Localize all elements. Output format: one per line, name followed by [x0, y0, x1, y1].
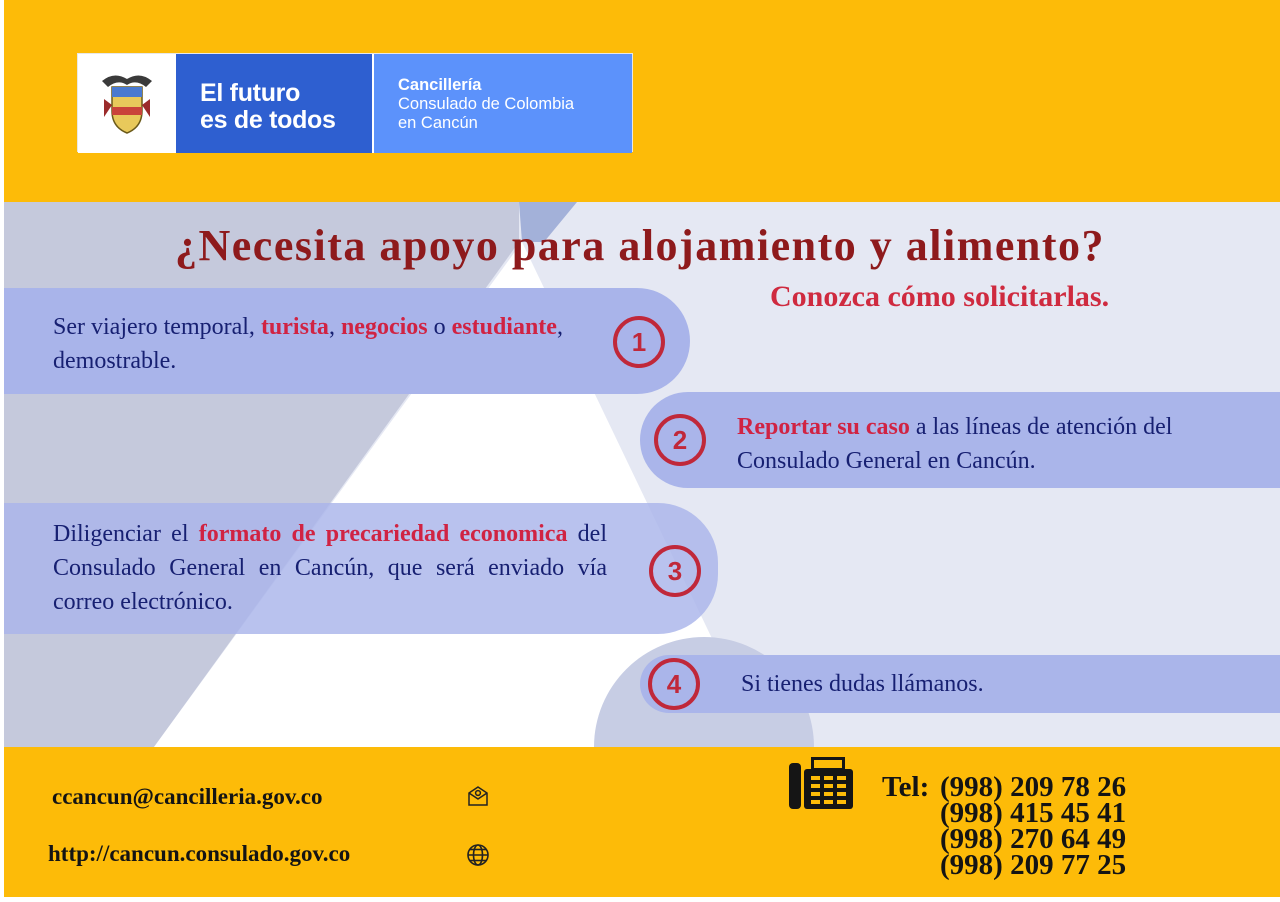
- phone-fax-icon: [789, 757, 853, 814]
- org-block: [372, 54, 632, 153]
- phone-number-4[interactable]: (998) 209 77 25: [940, 849, 1127, 881]
- slogan-line-1: El futuro: [200, 79, 301, 107]
- step-1: [4, 288, 690, 394]
- step-1-highlight-a: turista: [260, 314, 329, 340]
- step-3-text: [53, 517, 607, 619]
- step-2-highlight-a: Reportar su caso: [737, 414, 910, 440]
- step-3-text-a: Diligenciar el: [53, 521, 199, 547]
- page-title: ¿Necesita apoyo para alojamiento y alimento?: [175, 221, 1105, 270]
- page-subtitle: Conozca cómo solicitarlas.: [770, 280, 1110, 313]
- step-3: [4, 503, 718, 634]
- coat-of-arms-icon: [78, 54, 176, 153]
- step-2-number-badge: 2: [654, 414, 706, 466]
- step-4-text: Si tienes dudas llámanos.: [741, 671, 984, 697]
- step-1-text-a: Ser viajero temporal,: [53, 314, 261, 340]
- step-2-text: [737, 410, 1257, 478]
- phone-number-2[interactable]: (998) 415 45 41: [940, 797, 1127, 829]
- contact-website[interactable]: http://cancun.consulado.gov.co: [48, 841, 351, 866]
- step-3-number-badge: 3: [649, 545, 701, 597]
- step-1-text: [53, 310, 573, 378]
- step-1-text-d: , demostrable.: [53, 314, 563, 374]
- org-line-2: Consulado de Colombia: [398, 95, 575, 113]
- step-2-text-a: a las líneas de atención del Consulado General en Cancún.: [737, 414, 1173, 474]
- step-1-number-badge: 1: [613, 316, 665, 368]
- step-1-highlight-b: negocios: [340, 314, 428, 340]
- step-3-highlight-a: formato de precariedad economica: [198, 521, 568, 547]
- phone-number-3[interactable]: (998) 270 64 49: [940, 823, 1127, 855]
- slogan-block: [176, 54, 372, 153]
- org-line-1: Cancillería: [398, 76, 482, 94]
- step-1-text-b: ,: [328, 314, 341, 340]
- phone-row-4: [882, 849, 1127, 881]
- step-2: [640, 392, 1280, 488]
- phone-list: [882, 771, 1127, 881]
- step-1-text-c: o: [427, 314, 452, 340]
- step-4-number-badge: 4: [648, 658, 700, 710]
- step-3-text-b: del Consulado General en Cancún, que será enviado vía correo electrónico.: [53, 521, 607, 615]
- slogan-line-2: es de todos: [200, 106, 336, 134]
- envelope-at-icon: [466, 784, 490, 808]
- contact-email[interactable]: ccancun@cancilleria.gov.co: [52, 784, 323, 809]
- step-4: [640, 655, 1280, 713]
- tel-label: Tel:: [882, 771, 930, 803]
- step-1-highlight-c: estudiante: [451, 314, 557, 340]
- org-line-3: en Cancún: [398, 114, 478, 132]
- globe-icon: [466, 843, 490, 867]
- cancilleria-logo: [77, 53, 633, 152]
- phone-number-1[interactable]: (998) 209 78 26: [940, 771, 1127, 803]
